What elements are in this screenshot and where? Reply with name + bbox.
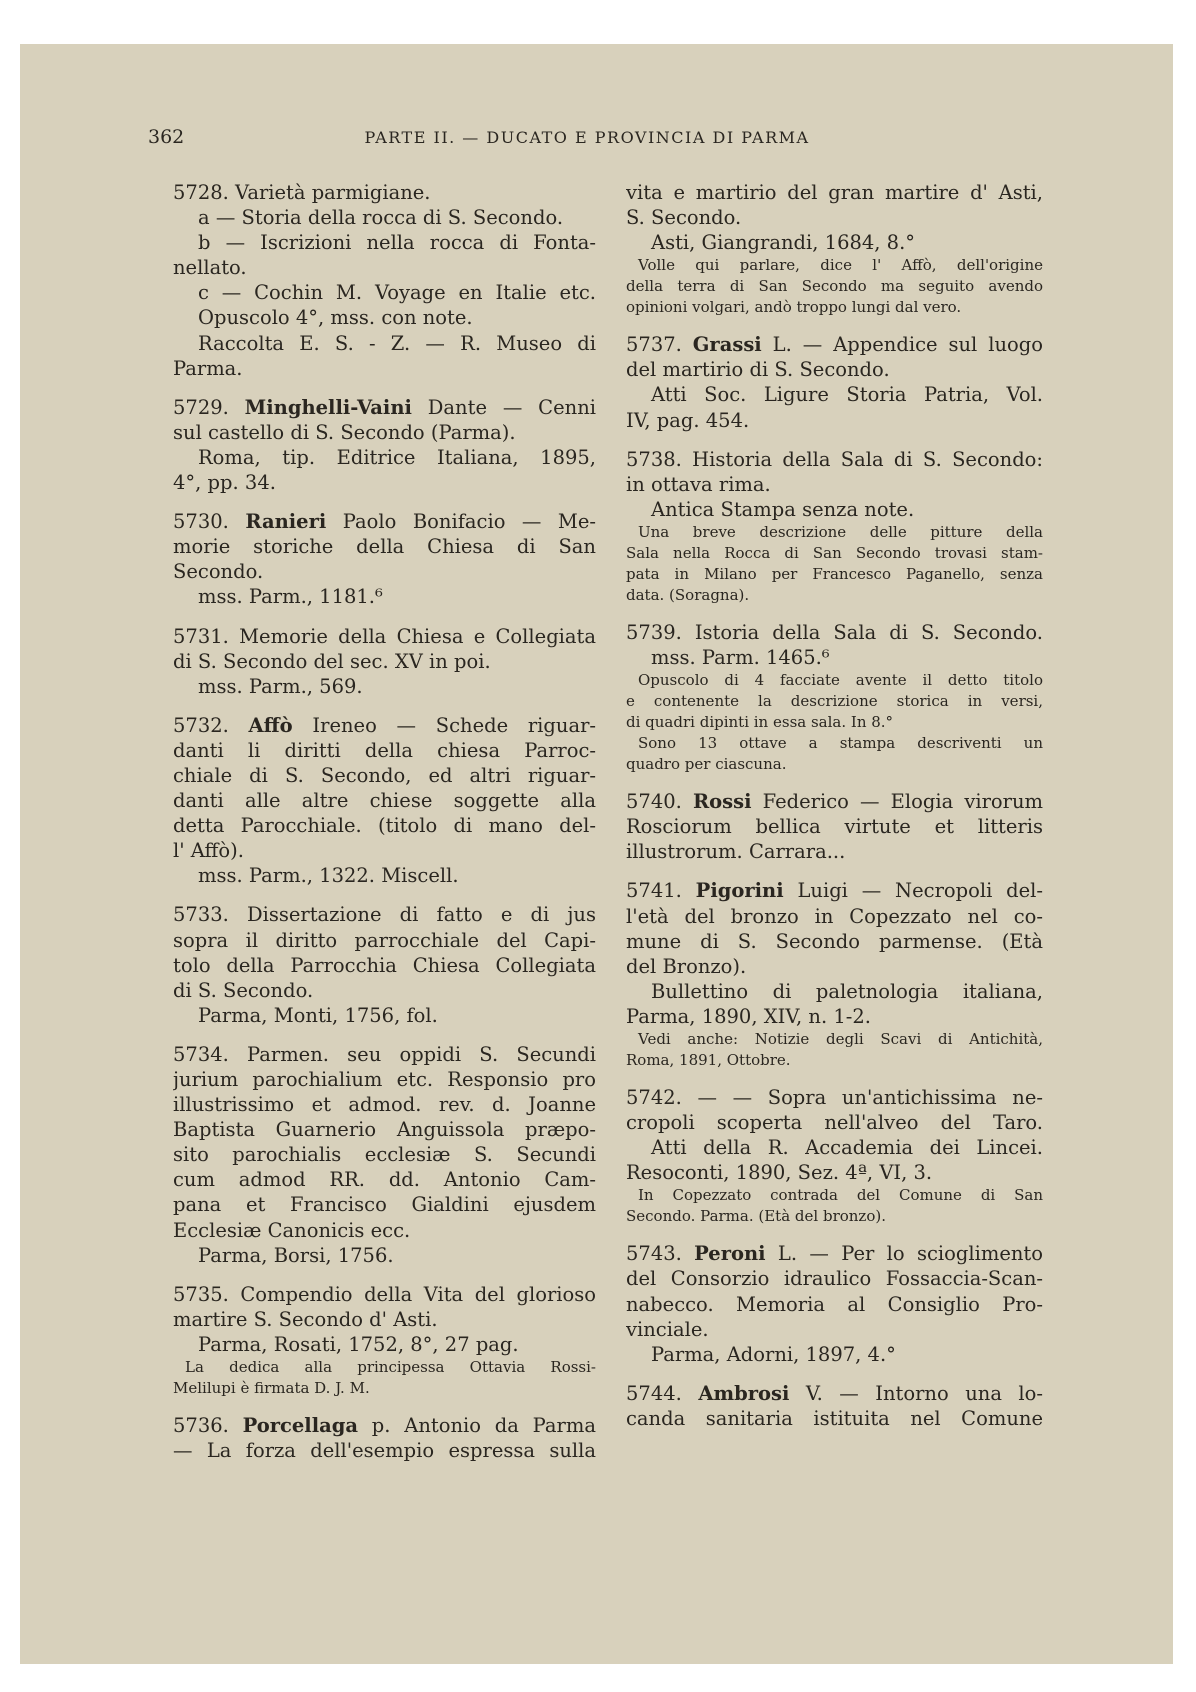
- line-text: 5731. Memorie della Chiesa e Collegiata: [173, 624, 596, 648]
- entry-line: [626, 1342, 1043, 1367]
- line-text: Resoconti, 1890, Sez. 4ª, VI, 3.: [626, 1161, 933, 1185]
- entry-line: [173, 420, 596, 445]
- line-text: 5734. Parmen. seu oppidi S. Secundi: [173, 1042, 596, 1066]
- entry-line: [626, 839, 1043, 864]
- line-text-rest: p. Antonio da Parma: [358, 1414, 596, 1438]
- entry-line: [626, 878, 1043, 903]
- line-text: mss. Parm., 1181.⁶: [198, 585, 383, 609]
- line-text: cropoli scoperta nell'alveo del Taro.: [626, 1111, 1043, 1135]
- entry-line: [173, 1003, 596, 1028]
- running-head: PARTE II. — DUCATO E PROVINCIA DI PARMA: [364, 128, 810, 147]
- entry-note-line: [626, 1029, 1043, 1050]
- entry-line: [626, 1004, 1043, 1029]
- line-text: IV, pag. 454.: [626, 408, 750, 432]
- line-text: mss. Parm., 569.: [198, 674, 363, 698]
- entry-line: [626, 332, 1043, 357]
- left-column: [173, 180, 596, 1477]
- line-text: 5736.: [173, 1414, 243, 1438]
- line-text: 5733. Dissertazione di fatto e di jus: [173, 903, 596, 927]
- entry-line: [626, 180, 1043, 205]
- line-text: La dedica alla principessa Ottavia Rossi-: [185, 1358, 596, 1377]
- entry-line: [173, 738, 596, 763]
- entry-note-line: [626, 585, 1043, 606]
- entry-line: [173, 1117, 596, 1142]
- catalog-entry: [173, 1042, 596, 1268]
- entry-line: [626, 205, 1043, 230]
- line-text: sito parochialis ecclesiæ S. Secundi: [173, 1143, 596, 1167]
- entry-note-line: [626, 754, 1043, 775]
- line-text: Atti della R. Accademia dei Lincei.: [651, 1136, 1043, 1160]
- line-text-rest: Luigi — Necropoli del-: [783, 879, 1043, 903]
- entry-line: [173, 534, 596, 559]
- entry-line: [626, 789, 1043, 814]
- line-text: 5730.: [173, 510, 246, 534]
- line-text: danti alle altre chiese soggette alla: [173, 789, 596, 813]
- line-text: tolo della Parrocchia Chiesa Collegiata: [173, 953, 596, 977]
- line-text: Secondo. Parma. (Età del bronzo).: [626, 1207, 886, 1226]
- line-text: Vedi anche: Notizie degli Scavi di Antichità,: [638, 1029, 1043, 1048]
- catalog-entry: [173, 713, 596, 889]
- entry-line: [173, 255, 596, 280]
- entry-line: [173, 624, 596, 649]
- entry-line: [173, 902, 596, 927]
- line-text: Roma, tip. Editrice Italiana, 1895,: [198, 445, 596, 469]
- entry-line: [626, 472, 1043, 497]
- entry-line: [173, 978, 596, 1003]
- entry-note-line: [626, 712, 1043, 733]
- line-text: Antica Stampa senza note.: [651, 497, 915, 521]
- entry-note-line: [626, 1050, 1043, 1071]
- entry-line: [626, 979, 1043, 1004]
- line-text: jurium parochialium etc. Responsio pro: [173, 1068, 596, 1091]
- entry-line: [626, 1085, 1043, 1110]
- line-text: del Bronzo).: [626, 954, 747, 978]
- entry-line: [173, 1243, 596, 1268]
- entry-line: [626, 230, 1043, 255]
- catalog-entry: [173, 180, 596, 381]
- catalog-entry: [626, 180, 1043, 318]
- catalog-entry: [626, 789, 1043, 864]
- line-text: mss. Parm. 1465.⁶: [651, 646, 830, 670]
- entry-line: [626, 1241, 1043, 1266]
- entry-line: [626, 645, 1043, 670]
- entry-note-line: [626, 276, 1043, 297]
- entry-line: [173, 713, 596, 738]
- entry-line: [173, 674, 596, 699]
- line-text: Parma, Borsi, 1756.: [198, 1243, 394, 1267]
- line-text: 5738. Historia della Sala di S. Secondo:: [626, 447, 1043, 471]
- catalog-entry: [626, 1241, 1043, 1366]
- line-text: illustrissimo et admod. rev. d. Joanne: [173, 1093, 596, 1117]
- author-name: Rossi: [692, 790, 752, 814]
- entry-line: [626, 904, 1043, 929]
- entry-line: [626, 954, 1043, 979]
- line-text-rest: L. — Per lo scioglimento: [765, 1242, 1043, 1266]
- catalog-entry: [173, 509, 596, 609]
- entry-line: [626, 814, 1043, 839]
- entry-line: [173, 838, 596, 863]
- line-text: Rosciorum bellica virtute et litteris: [626, 815, 1043, 839]
- catalog-entry: [626, 1085, 1043, 1227]
- entry-line: [173, 1067, 596, 1092]
- entry-line: [173, 559, 596, 584]
- line-text-rest: Dante — Cenni: [411, 395, 596, 419]
- line-text: Una breve descrizione delle pitture della: [638, 522, 1043, 541]
- line-text: di S. Secondo del sec. XV in poi.: [173, 649, 491, 673]
- line-text-rest: Ireneo — Schede riguar-: [292, 713, 596, 737]
- line-text: vinciale.: [626, 1317, 709, 1341]
- entry-line: [626, 408, 1043, 433]
- entry-line: [173, 928, 596, 953]
- line-text: Asti, Giangrandi, 1684, 8.°: [651, 231, 916, 255]
- line-text: di S. Secondo.: [173, 978, 314, 1002]
- catalog-entry: [173, 1413, 596, 1463]
- entry-line: [626, 382, 1043, 407]
- line-text: in ottava rima.: [626, 472, 771, 496]
- catalog-entry: [626, 1381, 1043, 1431]
- entry-note-line: [173, 1357, 596, 1378]
- line-text: detta Parocchiale. (titolo di mano del-: [173, 814, 596, 838]
- line-text: del Consorzio idraulico Fossaccia-Scan-: [626, 1267, 1043, 1291]
- line-text-rest: Federico — Elogia virorum: [751, 790, 1043, 814]
- author-name: Pigorini: [695, 879, 784, 903]
- line-text: vita e martirio del gran martire d' Asti,: [626, 181, 1043, 204]
- entry-line: [173, 445, 596, 470]
- catalog-entry: [173, 395, 596, 495]
- entry-note-line: [626, 691, 1043, 712]
- line-text: Opuscolo di 4 facciate avente il detto titolo: [638, 671, 1043, 690]
- entry-line: [173, 649, 596, 674]
- entry-line: [173, 788, 596, 813]
- catalog-entry: [626, 620, 1043, 775]
- catalog-entry: [626, 447, 1043, 606]
- line-text: l' Affò).: [173, 839, 244, 863]
- entry-line: [626, 1317, 1043, 1342]
- entry-line: [173, 763, 596, 788]
- entry-line: [173, 863, 596, 888]
- catalog-entry: [173, 1282, 596, 1399]
- entry-line: [626, 1292, 1043, 1317]
- line-text: quadro per ciascuna.: [626, 755, 787, 774]
- entry-line: [173, 230, 596, 255]
- line-text-rest: V. — Intorno una lo-: [789, 1381, 1043, 1405]
- entry-line: [173, 331, 596, 356]
- catalog-entry: [173, 624, 596, 699]
- line-text: l'età del bronzo in Copezzato nel co-: [626, 904, 1043, 928]
- line-text: Parma.: [173, 356, 243, 380]
- line-text: 5741.: [626, 879, 696, 903]
- entry-note-line: [626, 522, 1043, 543]
- line-text: di quadri dipinti in essa sala. In 8.°: [626, 713, 894, 732]
- line-text: e contenente la descrizione storica in versi,: [626, 692, 1043, 711]
- line-text: Atti Soc. Ligure Storia Patria, Vol.: [651, 383, 1043, 407]
- line-text: 5740.: [626, 790, 693, 814]
- line-text: Parma, Monti, 1756, fol.: [198, 1003, 438, 1027]
- entry-note-line: [626, 564, 1043, 585]
- entry-note-line: [626, 1185, 1043, 1206]
- entry-line: [173, 1042, 596, 1067]
- line-text: Baptista Guarnerio Anguissola præpo-: [173, 1118, 596, 1142]
- line-text: sopra il diritto parrocchiale del Capi-: [173, 928, 596, 952]
- entry-line: [626, 1381, 1043, 1406]
- line-text: della terra di San Secondo ma seguito avendo: [626, 277, 1043, 296]
- entry-line: [173, 1192, 596, 1217]
- entry-line: [173, 813, 596, 838]
- line-text: — La forza dell'esempio espressa sulla: [173, 1439, 596, 1463]
- entry-line: [173, 205, 596, 230]
- entry-note-line: [626, 297, 1043, 318]
- page-number: 362: [148, 126, 185, 148]
- line-text: Secondo.: [173, 560, 264, 584]
- entry-line: [173, 1142, 596, 1167]
- line-text: Parma, Adorni, 1897, 4.°: [651, 1342, 896, 1366]
- line-text: illustrorum. Carrara...: [626, 840, 846, 864]
- line-text: del martirio di S. Secondo.: [626, 358, 890, 382]
- catalog-entry: [626, 878, 1043, 1071]
- entry-line: [173, 395, 596, 420]
- line-text: canda sanitaria istituita nel Comune: [626, 1406, 1043, 1430]
- line-text: a — Storia della rocca di S. Secondo.: [198, 206, 564, 230]
- line-text: pata in Milano per Francesco Paganello, senza: [626, 564, 1043, 583]
- line-text: 5742. — — Sopra un'antichissima ne-: [626, 1085, 1043, 1109]
- line-text: S. Secondo.: [626, 206, 742, 230]
- line-text: Bullettino di paletnologia italiana,: [651, 979, 1043, 1003]
- author-name: Peroni: [694, 1242, 766, 1266]
- entry-line: [173, 509, 596, 534]
- line-text-rest: L. — Appendice sul luogo: [761, 333, 1043, 357]
- line-text: chiale di S. Secondo, ed altri riguar-: [173, 763, 596, 787]
- entry-line: [173, 1307, 596, 1332]
- entry-line: [626, 929, 1043, 954]
- line-text: Parma, Rosati, 1752, 8°, 27 pag.: [198, 1332, 519, 1356]
- page-header: [148, 126, 1026, 156]
- line-text: Raccolta E. S. - Z. — R. Museo di: [198, 331, 596, 355]
- entry-line: [173, 470, 596, 495]
- line-text: mss. Parm., 1322. Miscell.: [198, 864, 459, 888]
- entry-line: [173, 584, 596, 609]
- entry-line: [173, 1413, 596, 1438]
- entry-note-line: [173, 1378, 596, 1399]
- line-text: 5737.: [626, 333, 693, 357]
- line-text: cum admod RR. dd. Antonio Cam-: [173, 1168, 596, 1192]
- entry-line: [173, 953, 596, 978]
- entry-line: [626, 1160, 1043, 1185]
- catalog-entry: [173, 902, 596, 1027]
- line-text: Volle qui parlare, dice l' Affò, dell'origine: [638, 256, 1043, 275]
- entry-line: [626, 357, 1043, 382]
- line-text: In Copezzato contrada del Comune di San: [638, 1186, 1043, 1205]
- entry-line: [173, 280, 596, 305]
- author-name: Affò: [248, 713, 293, 737]
- author-name: Grassi: [692, 333, 762, 357]
- line-text: pana et Francisco Gialdini ejusdem: [173, 1193, 596, 1217]
- entry-line: [173, 1282, 596, 1307]
- right-column: [626, 180, 1043, 1445]
- entry-line: [626, 1406, 1043, 1431]
- line-text: b — Iscrizioni nella rocca di Fonta-: [198, 231, 596, 255]
- line-text-rest: Paolo Bonifacio — Me-: [326, 510, 596, 534]
- line-text: 5739. Istoria della Sala di S. Secondo.: [626, 620, 1043, 644]
- line-text: mune di S. Secondo parmense. (Età: [626, 929, 1043, 953]
- line-text: nellato.: [173, 256, 247, 280]
- line-text: Opuscolo 4°, mss. con note.: [198, 306, 473, 330]
- line-text: 5729.: [173, 395, 245, 419]
- entry-line: [173, 1167, 596, 1192]
- entry-line: [173, 1092, 596, 1117]
- author-name: Ambrosi: [698, 1381, 790, 1405]
- line-text: Sala nella Rocca di San Secondo trovasi stam-: [626, 543, 1043, 562]
- entry-line: [173, 305, 596, 330]
- line-text: Parma, 1890, XIV, n. 1-2.: [626, 1004, 871, 1028]
- line-text: data. (Soragna).: [626, 585, 750, 604]
- line-text: danti li diritti della chiesa Parroc-: [173, 738, 596, 762]
- entry-note-line: [626, 255, 1043, 276]
- line-text: 5744.: [626, 1381, 699, 1405]
- catalog-entry: [626, 332, 1043, 432]
- line-text: 5732.: [173, 713, 249, 737]
- entry-note-line: [626, 1206, 1043, 1227]
- author-name: Ranieri: [245, 510, 327, 534]
- line-text: Ecclesiæ Canonicis ecc.: [173, 1218, 411, 1242]
- entry-line: [626, 1266, 1043, 1291]
- line-text: morie storiche della Chiesa di San: [173, 535, 596, 559]
- line-text: 5728. Varietà parmigiane.: [173, 181, 431, 204]
- line-text: sul castello di S. Secondo (Parma).: [173, 420, 516, 444]
- entry-note-line: [626, 733, 1043, 754]
- line-text: martire S. Secondo d' Asti.: [173, 1307, 438, 1331]
- entry-line: [626, 1135, 1043, 1160]
- line-text: Sono 13 ottave a stampa descriventi un: [638, 734, 1043, 753]
- line-text: nabecco. Memoria al Consiglio Pro-: [626, 1292, 1043, 1316]
- line-text: Melilupi è firmata D. J. M.: [173, 1379, 370, 1398]
- line-text: 5743.: [626, 1242, 695, 1266]
- line-text: opinioni volgari, andò troppo lungi dal vero.: [626, 298, 962, 317]
- entry-line: [173, 180, 596, 205]
- entry-note-line: [626, 543, 1043, 564]
- entry-line: [173, 1218, 596, 1243]
- line-text: Roma, 1891, Ottobre.: [626, 1050, 791, 1069]
- entry-line: [626, 620, 1043, 645]
- line-text: 4°, pp. 34.: [173, 471, 276, 495]
- line-text: c — Cochin M. Voyage en Italie etc.: [198, 281, 596, 305]
- line-text: 5735. Compendio della Vita del glorioso: [173, 1282, 596, 1306]
- entry-line: [173, 356, 596, 381]
- entry-line: [173, 1438, 596, 1463]
- author-name: Minghelli-Vaini: [244, 395, 412, 419]
- entry-note-line: [626, 670, 1043, 691]
- entry-line: [626, 447, 1043, 472]
- entry-line: [626, 497, 1043, 522]
- author-name: Porcellaga: [242, 1414, 359, 1438]
- entry-line: [173, 1332, 596, 1357]
- entry-line: [626, 1110, 1043, 1135]
